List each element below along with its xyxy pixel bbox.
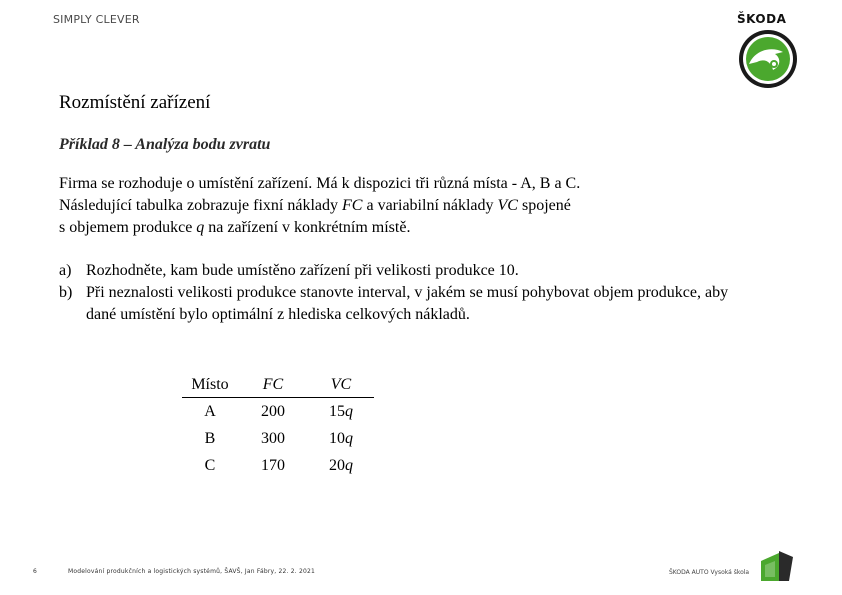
slogan: SIMPLY CLEVER (53, 13, 140, 26)
cell-place: A (204, 403, 216, 420)
list-marker: a) (59, 262, 72, 279)
list-text: Rozhodněte, kam bude umístěno zařízení při velikosti produkce 10. (86, 262, 519, 279)
cost-table (182, 373, 374, 479)
intro-line: s objemem produkce q na zařízení v konkrétním místě. (59, 219, 411, 236)
cell-fc: 300 (261, 430, 285, 447)
footer-text: Modelování produkčních a logistických systémů, ŠAVŠ, Jan Fábry, 22. 2. 2021 (68, 568, 316, 575)
table-row (182, 425, 374, 452)
table-row (182, 398, 374, 426)
cell-place: C (204, 457, 216, 474)
brand-wordmark: ŠKODA (737, 12, 787, 26)
cell-place: B (204, 430, 216, 447)
intro-line: Firma se rozhoduje o umístění zařízení. Má k dispozici tři různá místa - A, B a C. (59, 175, 581, 192)
intro-line: Následující tabulka zobrazuje fixní náklady FC a variabilní náklady VC spojené (59, 197, 571, 214)
column-header-vc: VC (308, 373, 374, 398)
table-header-row (182, 373, 374, 398)
cell-vc: 20q (329, 457, 353, 474)
footer-brand: ŠKODA AUTO Vysoká škola (669, 569, 750, 576)
page-number: 6 (33, 568, 37, 575)
list-text: Při neznalosti velikosti produkce stanovte interval, v jakém se musí pohybovat objem produkce, aby dané umístění bylo optimální z hlediska celkových nákladů. (86, 284, 729, 323)
column-header-place: Místo (182, 373, 238, 398)
school-logo-icon (761, 551, 793, 581)
list-item (59, 282, 759, 326)
task-list (59, 260, 759, 326)
column-header-fc: FC (238, 373, 308, 398)
list-marker: b) (59, 284, 73, 301)
slide-title: Rozmístění zařízení (59, 92, 211, 113)
intro-paragraph (59, 173, 759, 239)
cell-fc: 170 (261, 457, 285, 474)
list-item (59, 260, 759, 282)
cell-vc: 15q (329, 403, 353, 420)
table-row (182, 452, 374, 479)
slide-subtitle: Příklad 8 – Analýza bodu zvratu (59, 136, 271, 153)
cell-fc: 200 (261, 403, 285, 420)
skoda-logo-icon (737, 28, 799, 90)
cell-vc: 10q (329, 430, 353, 447)
